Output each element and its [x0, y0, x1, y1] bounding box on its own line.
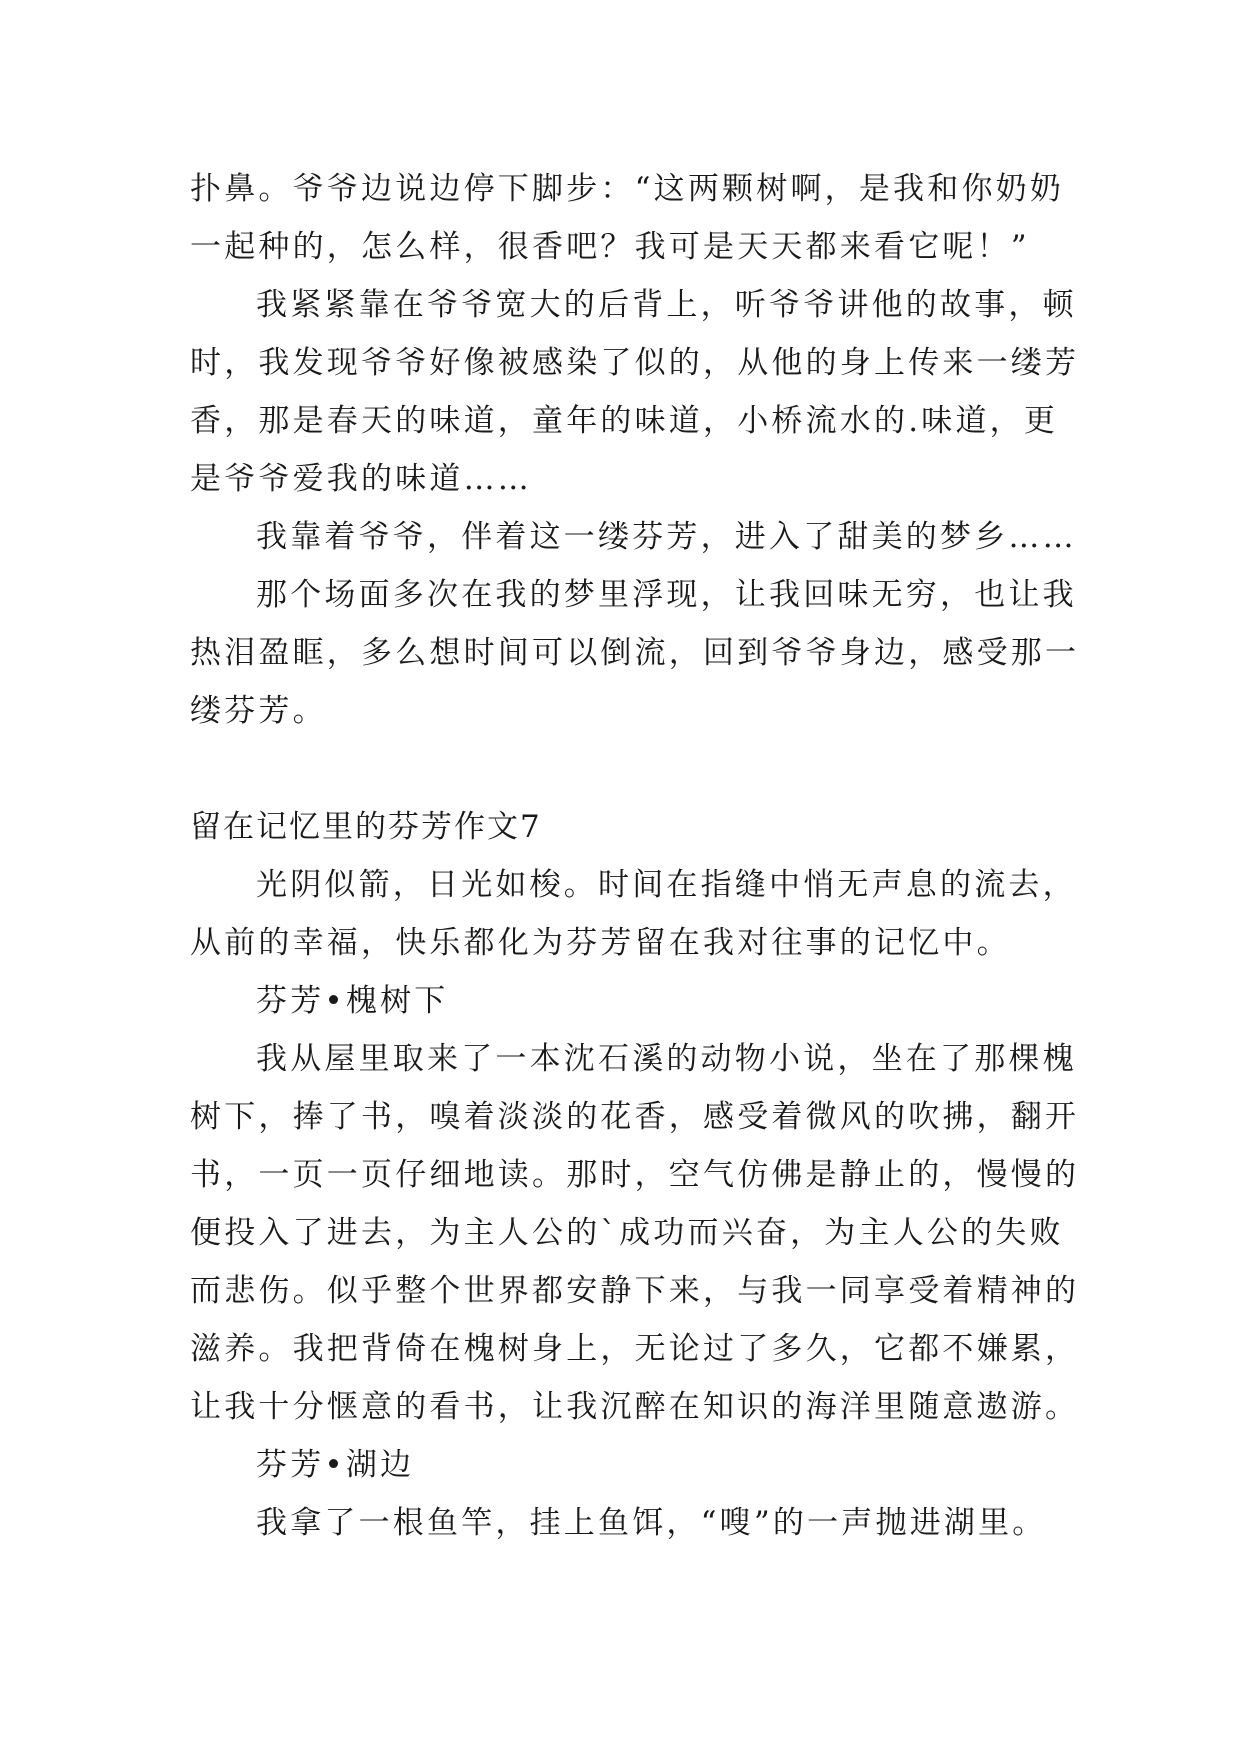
- paragraph: [190, 1030, 1080, 1436]
- paragraph: [190, 508, 1077, 566]
- text-line: 一起种的，怎么样，很香吧？我可是天天都来看它呢！”: [190, 229, 1030, 265]
- paragraph: [190, 1494, 1060, 1552]
- text-line: 扑鼻。爷爷边说边停下脚步：“这两颗树啊，是我和你奶奶: [190, 171, 1065, 207]
- text-line: 是爷爷爱我的味道……: [190, 461, 532, 497]
- text-line: 香，那是春天的味道，童年的味道，小桥流水的.味道，更: [190, 403, 1059, 439]
- text-line: 我靠着爷爷，伴着这一缕芬芳，进入了甜美的梦乡……: [256, 519, 1077, 555]
- text-line: 时，我发现爷爷好像被感染了似的，从他的身上传来一缕芳: [190, 345, 1080, 381]
- text-line: 我紧紧靠在爷爷宽大的后背上，听爷爷讲他的故事，顿: [256, 287, 1077, 323]
- paragraph: [190, 856, 1077, 972]
- text-line: 滋养。我把背倚在槐树身上，无论过了多久，它都不嫌累，: [190, 1331, 1080, 1367]
- section-title: 留在记忆里的芬芳作文7: [190, 809, 542, 845]
- text-line: 我拿了一根鱼竿，挂上鱼饵，“嗖”的一声抛进湖里。: [256, 1505, 1047, 1541]
- text-line: 光阴似箭，日光如梭。时间在指缝中悄无声息的流去，: [256, 867, 1077, 903]
- subheading: 芬芳•湖边: [256, 1447, 415, 1483]
- paragraph: [190, 566, 1080, 740]
- text-line: 而悲伤。似乎整个世界都安静下来，与我一同享受着精神的: [190, 1273, 1080, 1309]
- text-line: 树下，捧了书，嗅着淡淡的花香，感受着微风的吹拂，翻开: [190, 1099, 1080, 1135]
- text-line: 那个场面多次在我的梦里浮现，让我回味无穷，也让我: [256, 577, 1077, 613]
- paragraph: [190, 276, 1080, 508]
- text-line: 我从屋里取来了一本沈石溪的动物小说，坐在了那棵槐: [256, 1041, 1077, 1077]
- section-spacer: [190, 740, 1060, 798]
- subheading: 芬芳•槐树下: [256, 983, 449, 1019]
- text-line: 让我十分惬意的看书，让我沉醉在知识的海洋里随意遨游。: [190, 1389, 1080, 1425]
- paragraph: [190, 160, 1065, 276]
- text-line: 从前的幸福，快乐都化为芬芳留在我对往事的记忆中。: [190, 925, 1011, 961]
- text-line: 书，一页一页仔细地读。那时，空气仿佛是静止的，慢慢的: [190, 1157, 1080, 1193]
- text-line: 缕芬芳。: [190, 693, 327, 729]
- text-line: 热泪盈眶，多么想时间可以倒流，回到爷爷身边，感受那一: [190, 635, 1080, 671]
- text-line: 便投入了进去，为主人公的`成功而兴奋，为主人公的失败: [190, 1215, 1064, 1251]
- document-body: [190, 160, 1080, 1552]
